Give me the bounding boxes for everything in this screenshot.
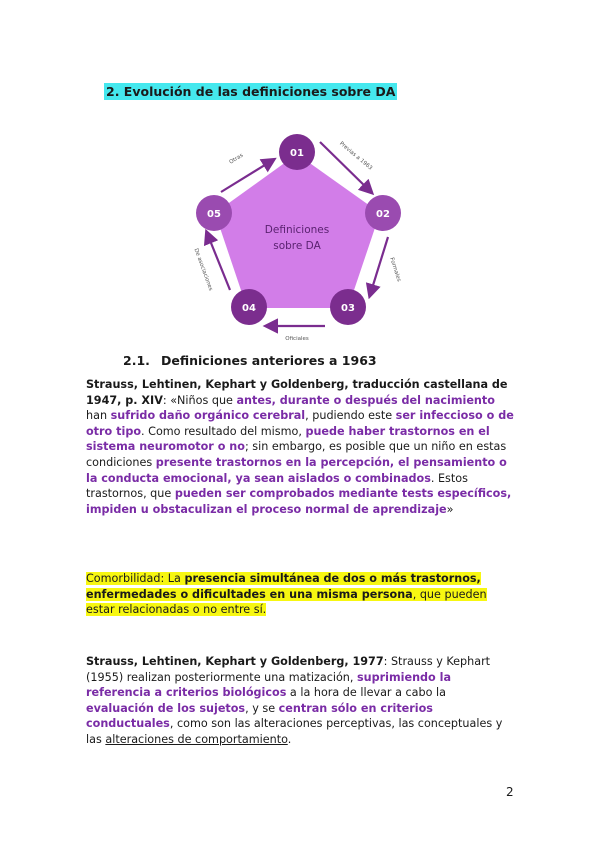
- node-05-label: 05: [207, 209, 221, 220]
- text-run: : Strauss y Kephart (1955) realizan posteriormente una matización,: [86, 655, 491, 684]
- section-heading: [104, 84, 397, 99]
- subsection-title: Definiciones anteriores a 1963: [161, 353, 377, 368]
- text-run: »: [446, 502, 454, 516]
- highlight-run: evaluación de los sujetos: [86, 701, 246, 715]
- node-02: [365, 195, 401, 231]
- paragraph-strauss-1977: [86, 654, 516, 748]
- definitions-cycle-diagram: [185, 130, 410, 345]
- node-04-label: 04: [242, 303, 256, 314]
- node-05: [196, 195, 232, 231]
- text-run: han: [86, 409, 111, 423]
- arrow-02-03: [370, 237, 388, 295]
- subsection-heading: [123, 353, 377, 368]
- citation-authors-1977: Strauss, Lehtinen, Kephart y Goldenberg, 1977: [86, 655, 384, 668]
- edge-label-oficiales: Oficiales: [285, 336, 309, 342]
- node-01-label: 01: [290, 148, 304, 159]
- text-run: ; sin embargo, es posible que un niño en estas condiciones: [86, 440, 507, 469]
- comorbilidad-rest: , que pueden estar relacionadas o no entre sí.: [86, 587, 487, 617]
- comorbilidad-label: Comorbilidad: La: [86, 572, 185, 585]
- page-number: 2: [506, 785, 514, 799]
- text-run: , pudiendo este: [305, 409, 396, 423]
- node-04: [231, 289, 267, 325]
- node-03-label: 03: [341, 303, 355, 314]
- edge-label-otras: Otras: [228, 152, 245, 166]
- section-heading-highlight: 2. Evolución de las definiciones sobre DA: [106, 84, 396, 99]
- paragraph-comorbilidad: [86, 571, 516, 618]
- center-label-line1: Definiciones: [264, 224, 330, 236]
- highlight-run: ser infeccioso o de otro tipo: [86, 409, 514, 438]
- node-01: [279, 134, 315, 170]
- center-label-line2: sobre DA: [273, 240, 321, 252]
- highlight-run: suprimiendo la referencia a criterios biológicos: [86, 670, 452, 700]
- text-run: . Como resultado del mismo,: [141, 424, 306, 438]
- text-run: , y se: [245, 701, 279, 715]
- comorbilidad-definition: presencia simultánea de dos o más trastornos, enfermedades o dificultades en una misma persona: [86, 572, 481, 601]
- node-02-label: 02: [376, 209, 390, 220]
- edge-label-formales: Formales: [388, 256, 402, 283]
- paragraph-strauss-1947: [86, 377, 516, 517]
- text-run: : «Niños que: [162, 393, 237, 407]
- text-run: , como son las alteraciones perceptivas, las conceptuales y las: [86, 717, 503, 746]
- node-03: [330, 289, 366, 325]
- highlight-run: centran sólo en criterios conductuales: [86, 701, 433, 731]
- text-run: a la hora de llevar a cabo la: [286, 686, 446, 700]
- edge-label-previas: Previas a 1963: [338, 140, 374, 172]
- edge-label-asociaciones: De asociaciones: [192, 247, 214, 292]
- highlight-run: presente trastornos en la percepción, el pensamiento o la conducta emocional, ya sean aislados o combinados: [86, 455, 507, 485]
- highlight-run: puede haber trastornos en el sistema neuromotor o no: [86, 424, 490, 454]
- subsection-number: 2.1.: [123, 353, 150, 368]
- highlight-run: antes, durante o después del nacimiento: [236, 393, 495, 407]
- text-run: .: [287, 732, 292, 746]
- text-run: . Estos trastornos, que: [86, 471, 468, 501]
- citation-authors-1947: Strauss, Lehtinen, Kephart y Goldenberg, traducción castellana de 1947, p. XIV: [86, 378, 508, 407]
- highlight-run: pueden ser comprobados mediante tests específicos, impiden u obstaculizan el proceso normal de aprendizaje: [86, 487, 512, 516]
- highlight-run: sufrido daño orgánico cerebral: [110, 409, 306, 423]
- underlined-run: alteraciones de comportamiento: [105, 732, 288, 746]
